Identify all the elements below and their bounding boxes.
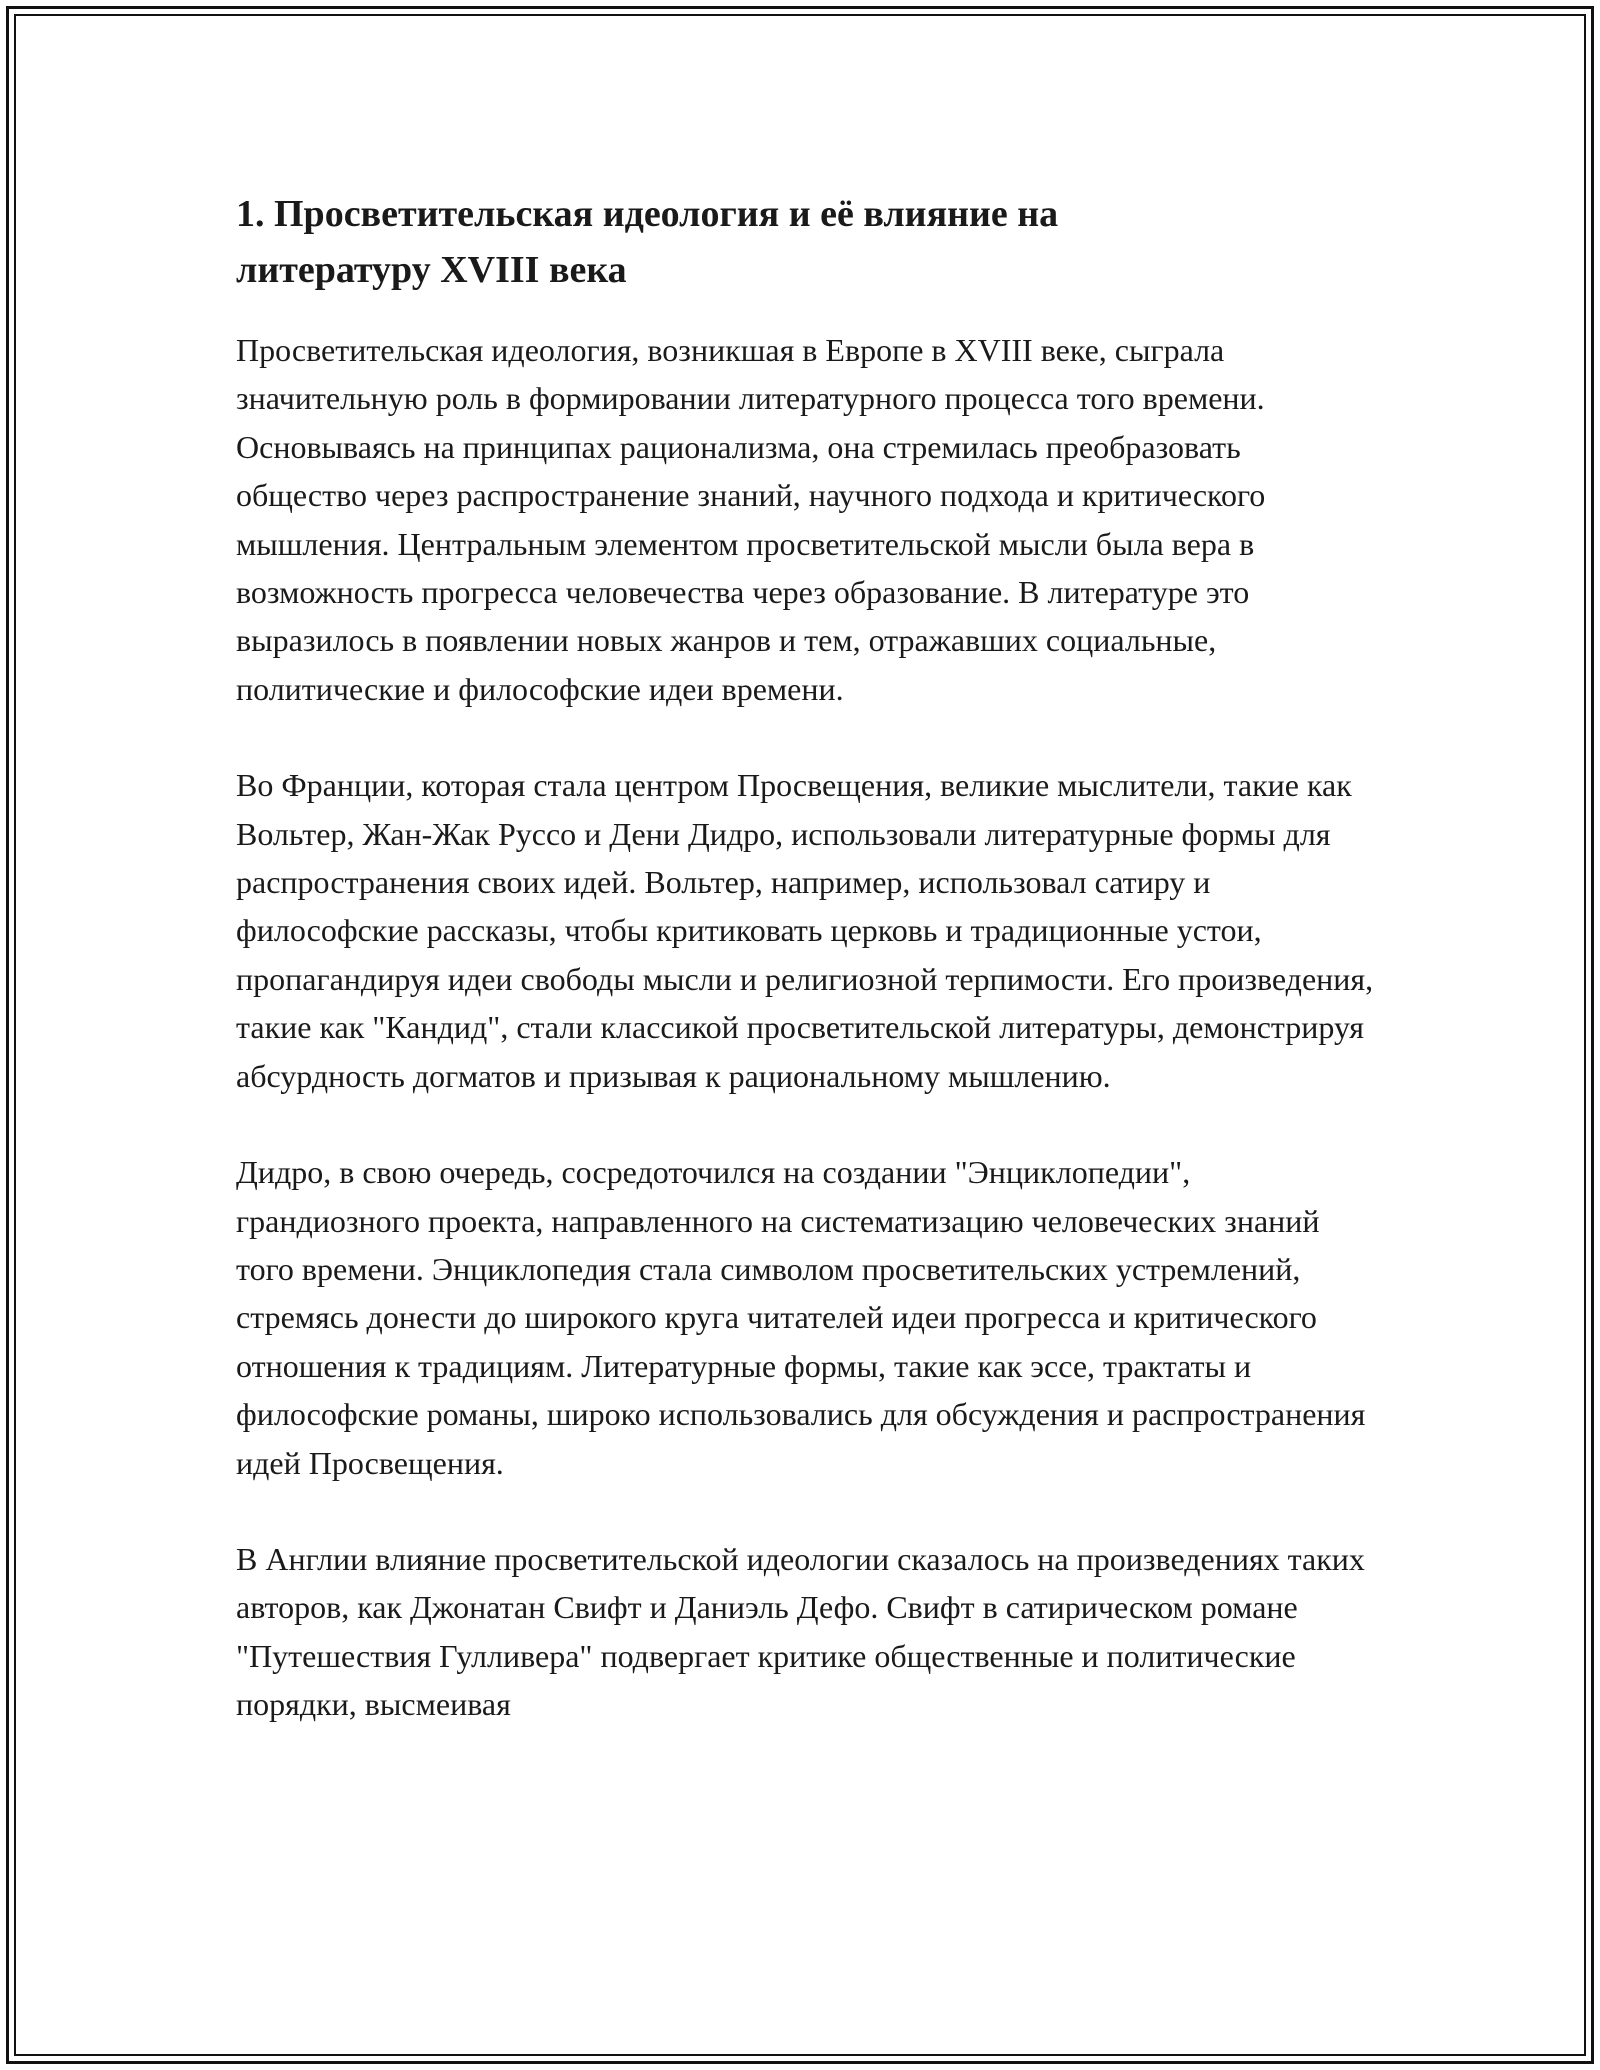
paragraph-4: В Англии влияние просветительской идеологии сказалось на произведениях таких авторов, как Джонатан Свифт и Даниэль Дефо. Свифт в сатирическом романе "Путешествия Гулливера" подвергает критике общественные и политические порядки, высмеивая [236, 1540, 1365, 1723]
paragraph-2: Во Франции, которая стала центром Просвещения, великие мыслители, такие как Вольтер, Жан-Жак Руссо и Дени Дидро, использовали литературные формы для распространения своих идей. Вольтер, например, использовал сатиру и философские рассказы, чтобы критиковать церковь и традиционные устои, пропагандируя идеи свободы мысли и религиозной терпимости. Его произведения, такие как "Кандид", стали классикой просветительской литературы, демонстрируя абсурдность догматов и призывая к рациональному мышлению. [236, 767, 1374, 1094]
paragraph-1: Просветительская идеология, возникшая в Европе в XVIII веке, сыграла значительную роль в формировании литературного процесса того времени. Основываясь на принципах рационализма, она стремилась преобразовать общество через распространение знаний, научного подхода и критического мышления. Центральным элементом просветительской мысли была вера в возможность прогресса человечества через образование. В литературе это выразилось в появлении новых жанров и тем, отражавших социальные, политические и философские идеи времени. [236, 332, 1266, 707]
section-title: 1. Просветительская идеология и её влияние на литературу XVIII века [236, 193, 1059, 291]
document-body [236, 186, 1376, 1777]
paragraph-3: Дидро, в свою очередь, сосредоточился на создании "Энциклопедии", грандиозного проекта, направленного на систематизацию человеческих знаний того времени. Энциклопедия стала символом просветительских устремлений, стремясь донести до широкого круга читателей идеи прогресса и критического отношения к традициям. Литературные формы, такие как эссе, трактаты и философские романы, широко использовались для обсуждения и распространения идей Просвещения. [236, 1154, 1366, 1481]
